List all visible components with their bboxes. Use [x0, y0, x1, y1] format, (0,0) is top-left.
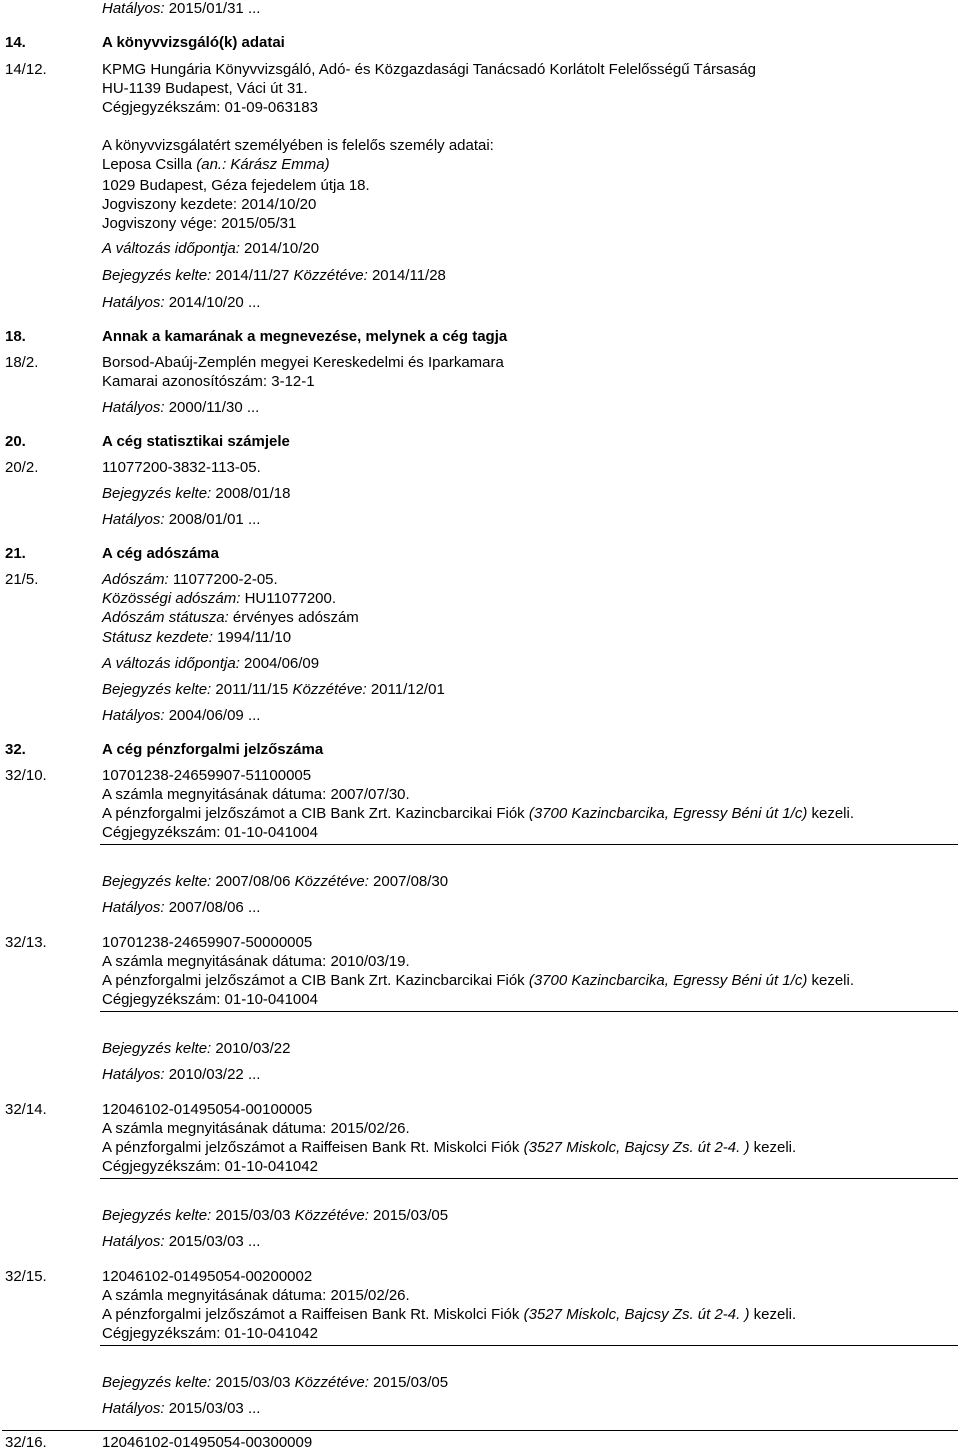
section-number: 14. [5, 34, 26, 51]
auditor-name: KPMG Hungária Könyvvizsgáló, Adó- és Közgazdasági Tanácsadó Korlátolt Felelősségű Társaság [102, 61, 756, 78]
registration-line: Bejegyzés kelte: 2007/08/06 Közzétéve: 2007/08/30 [102, 873, 449, 890]
hatalyos-line: Hatályos: 2007/08/06 ... [102, 899, 261, 916]
eu-tax-number: Közösségi adószám: HU11077200. [102, 590, 337, 607]
bank-line: A pénzforgalmi jelzőszámot a CIB Bank Zrt. Kazincbarcikai Fiók (3700 Kazincbarcika, Egressy Béni út 1/c) kezeli. [102, 972, 855, 989]
account-number: 12046102-01495054-00100005 [102, 1101, 313, 1118]
registration-line: Bejegyzés kelte: 2015/03/03 Közzétéve: 2015/03/05 [102, 1374, 449, 1391]
entry-number: 14/12. [5, 61, 47, 78]
tax-number: Adószám: 11077200-2-05. [102, 571, 278, 588]
entry-number: 32/13. [5, 934, 47, 951]
section-number: 32. [5, 741, 26, 758]
auditor-reg-number: Cégjegyzékszám: 01-09-063183 [102, 99, 318, 116]
status-start: Státusz kezdete: 1994/11/10 [102, 629, 292, 646]
section-number: 21. [5, 545, 26, 562]
change-date-line: A változás időpontja: 2004/06/09 [102, 655, 320, 672]
divider [100, 1345, 958, 1346]
section-title: A cég statisztikai számjele [102, 433, 290, 450]
responsible-person-heading: A könyvvizsgálatért személyében is felelős személy adatai: [102, 137, 494, 154]
account-number: 12046102-01495054-00200002 [102, 1268, 313, 1285]
bank-line: A pénzforgalmi jelzőszámot a CIB Bank Zrt. Kazincbarcikai Fiók (3700 Kazincbarcika, Egressy Béni út 1/c) kezeli. [102, 805, 855, 822]
hatalyos-line: Hatályos: 2015/03/03 ... [102, 1233, 261, 1250]
entry-number: 32/15. [5, 1268, 47, 1285]
bank-reg-number: Cégjegyzékszám: 01-10-041042 [102, 1325, 318, 1342]
bank-line: A pénzforgalmi jelzőszámot a Raiffeisen Bank Rt. Miskolci Fiók (3527 Miskolc, Bajcsy Zs. út 2-4. ) kezeli. [102, 1139, 797, 1156]
chamber-name: Borsod-Abaúj-Zemplén megyei Kereskedelmi és Iparkamara [102, 354, 504, 371]
responsible-person-name: Leposa Csilla (an.: Kárász Emma) [102, 156, 330, 173]
auditor-address: HU-1139 Budapest, Váci út 31. [102, 80, 308, 97]
divider [100, 1178, 958, 1179]
section-title: Annak a kamarának a megnevezése, melynek a cég tagja [102, 328, 508, 345]
registration-line: Bejegyzés kelte: 2014/11/27 Közzétéve: 2014/11/28 [102, 267, 446, 284]
hatalyos-line: Hatályos: 2000/11/30 ... [102, 399, 260, 416]
account-open-date: A számla megnyitásának dátuma: 2015/02/26. [102, 1120, 410, 1137]
account-number: 10701238-24659907-50000005 [102, 934, 313, 951]
change-date-line: A változás időpontja: 2014/10/20 [102, 240, 320, 257]
account-number: 12046102-01495054-00300009 [102, 1434, 313, 1451]
hatalyos-line: Hatályos: 2015/01/31 ... [102, 0, 261, 17]
registration-line: Bejegyzés kelte: 2011/11/15 Közzétéve: 2011/12/01 [102, 681, 445, 698]
relationship-start: Jogviszony kezdete: 2014/10/20 [102, 196, 317, 213]
account-open-date: A számla megnyitásának dátuma: 2015/02/26. [102, 1287, 410, 1304]
account-open-date: A számla megnyitásának dátuma: 2007/07/30. [102, 786, 410, 803]
bank-reg-number: Cégjegyzékszám: 01-10-041004 [102, 824, 318, 841]
bank-line: A pénzforgalmi jelzőszámot a Raiffeisen Bank Rt. Miskolci Fiók (3527 Miskolc, Bajcsy Zs. út 2-4. ) kezeli. [102, 1306, 797, 1323]
entry-number: 21/5. [5, 571, 39, 588]
responsible-person-address: 1029 Budapest, Géza fejedelem útja 18. [102, 177, 370, 194]
statistical-code: 11077200-3832-113-05. [102, 459, 261, 476]
section-title: A könyvvizsgáló(k) adatai [102, 34, 285, 51]
tax-number-status: Adószám státusza: érvényes adószám [102, 609, 359, 626]
hatalyos-line: Hatályos: 2014/10/20 ... [102, 294, 261, 311]
entry-number: 32/16. [5, 1434, 47, 1451]
entry-number: 20/2. [5, 459, 39, 476]
section-number: 18. [5, 328, 26, 345]
hatalyos-line: Hatályos: 2015/03/03 ... [102, 1400, 261, 1417]
hatalyos-line: Hatályos: 2008/01/01 ... [102, 511, 261, 528]
divider [100, 1011, 958, 1012]
relationship-end: Jogviszony vége: 2015/05/31 [102, 215, 297, 232]
bank-reg-number: Cégjegyzékszám: 01-10-041004 [102, 991, 318, 1008]
account-open-date: A számla megnyitásának dátuma: 2010/03/19. [102, 953, 410, 970]
divider [2, 1430, 958, 1431]
entry-number: 18/2. [5, 354, 39, 371]
chamber-id: Kamarai azonosítószám: 3-12-1 [102, 373, 315, 390]
section-title: A cég pénzforgalmi jelzőszáma [102, 741, 324, 758]
entry-number: 32/10. [5, 767, 47, 784]
hatalyos-line: Hatályos: 2004/06/09 ... [102, 707, 261, 724]
registration-line: Bejegyzés kelte: 2010/03/22 [102, 1040, 291, 1057]
section-title: A cég adószáma [102, 545, 219, 562]
hatalyos-line: Hatályos: 2010/03/22 ... [102, 1066, 261, 1083]
account-number: 10701238-24659907-51100005 [102, 767, 312, 784]
registration-line: Bejegyzés kelte: 2015/03/03 Közzétéve: 2015/03/05 [102, 1207, 449, 1224]
divider [100, 844, 958, 845]
section-number: 20. [5, 433, 26, 450]
registration-line: Bejegyzés kelte: 2008/01/18 [102, 485, 291, 502]
entry-number: 32/14. [5, 1101, 47, 1118]
bank-reg-number: Cégjegyzékszám: 01-10-041042 [102, 1158, 318, 1175]
